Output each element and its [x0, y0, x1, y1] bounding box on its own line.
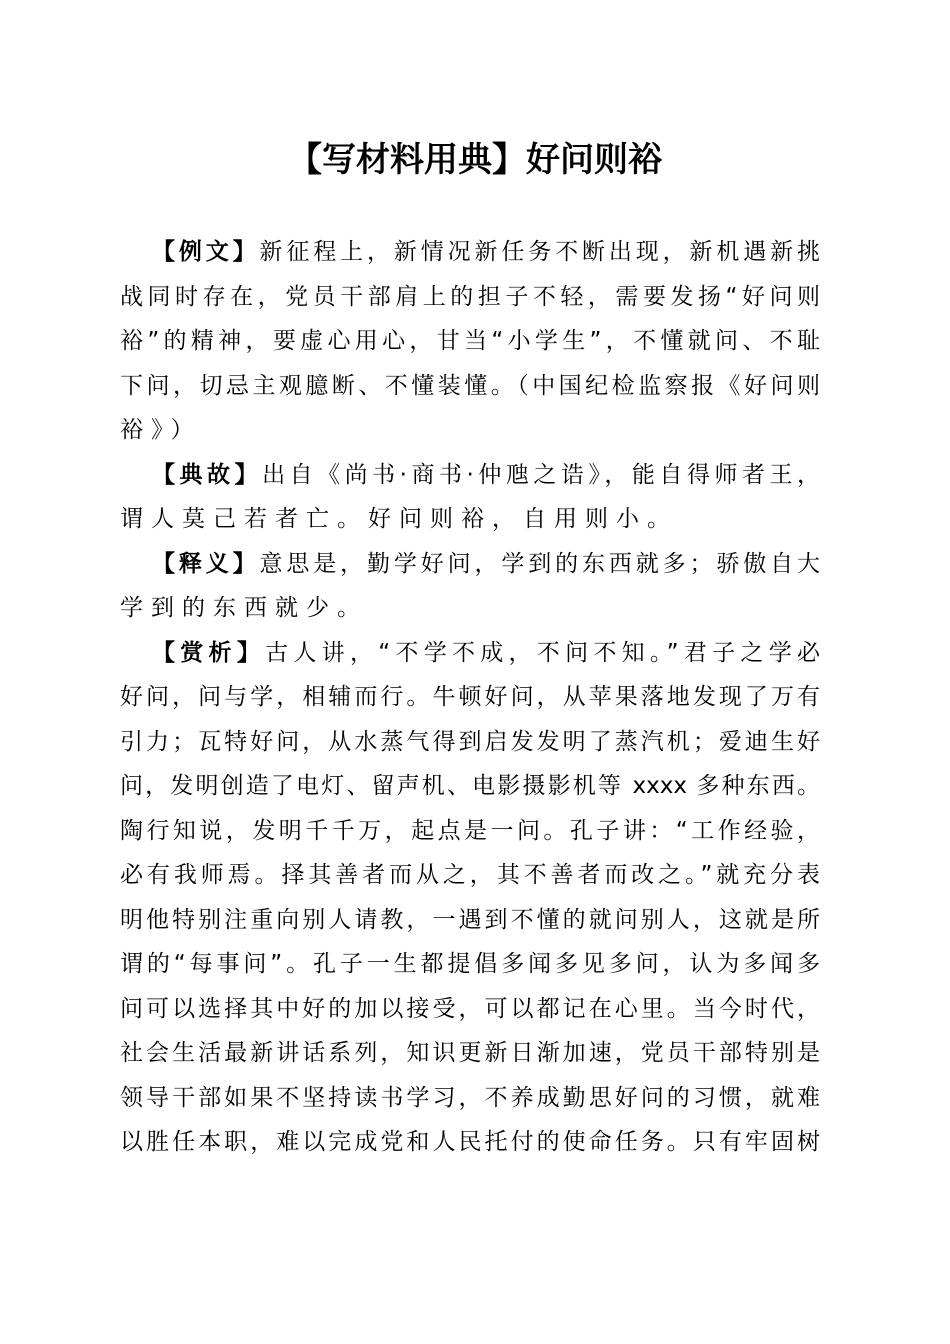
paragraph-line: 裕》）	[120, 417, 202, 443]
paragraph-line: 战同时存在，党员干部肩上的担子不轻，需要发扬“好问则	[120, 283, 820, 310]
paragraph-meaning	[120, 542, 820, 631]
paragraph-line: 陶行知说，发明千千万，起点是一问。孔子讲：“工作经验，	[120, 817, 820, 844]
paragraph-line: 【典故】出自《尚书·商书·仲虺之诰》，能自得师者王，	[152, 461, 820, 488]
paragraph-line: 社会生活最新讲话系列，知识更新日渐加速，党员干部特别是	[120, 1040, 820, 1066]
paragraph-line: 学到的东西就少。	[120, 595, 368, 621]
paragraph-line: 问可以选择其中好的加以接受，可以都记在心里。当今时代，	[120, 995, 820, 1022]
paragraph-line: 以胜任本职，难以完成党和人民托付的使命任务。只有牢固树	[120, 1129, 820, 1155]
paragraph-line: 明他特别注重向别人请教，一遇到不懂的就问别人，这就是所	[120, 906, 820, 933]
paragraph-line: 裕”的精神，要虚心用心，甘当“小学生”，不懂就问、不耻	[120, 328, 820, 354]
paragraph-line: 引力；瓦特好问，从水蒸气得到启发发明了蒸汽机；爱迪生好	[120, 728, 820, 755]
document-title: 【写材料用典】好问则裕	[288, 140, 662, 180]
paragraph-allusion	[120, 453, 820, 542]
paragraph-tag: 【典故】	[152, 461, 263, 488]
paragraph-line: 谓人莫己若者亡。好问则裕，自用则小。	[120, 506, 678, 532]
paragraph-line: 谓的“每事问”。孔子一生都提倡多闻多见多问，认为多闻多	[120, 951, 820, 977]
paragraph-analysis	[120, 631, 820, 1165]
paragraph-tag: 【释义】	[152, 550, 260, 577]
document-body	[120, 230, 820, 1165]
paragraph-line: 【例文】新征程上，新情况新任务不断出现，新机遇新挑	[152, 239, 820, 265]
paragraph-tag: 【赏析】	[152, 639, 266, 666]
paragraph-line: 问，发明创造了电灯、留声机、电影摄影机等 xxxx 多种东西。	[120, 773, 820, 799]
paragraph-example	[120, 230, 820, 453]
paragraph-line: 必有我师焉。择其善者而从之，其不善者而改之。”就充分表	[120, 862, 820, 888]
paragraph-line: 【赏析】古人讲，“不学不成，不问不知。”君子之学必	[152, 639, 820, 666]
paragraph-line: 【释义】意思是，勤学好问，学到的东西就多；骄傲自大	[152, 550, 820, 577]
paragraph-line: 好问，问与学，相辅而行。牛顿好问，从苹果落地发现了万有	[120, 684, 820, 710]
paragraph-line: 领导干部如果不坚持读书学习，不养成勤思好问的习惯，就难	[120, 1084, 820, 1111]
paragraph-tag: 【例文】	[152, 239, 260, 265]
paragraph-line: 下问，切忌主观臆断、不懂装懂。（中国纪检监察报《好问则	[120, 372, 820, 399]
